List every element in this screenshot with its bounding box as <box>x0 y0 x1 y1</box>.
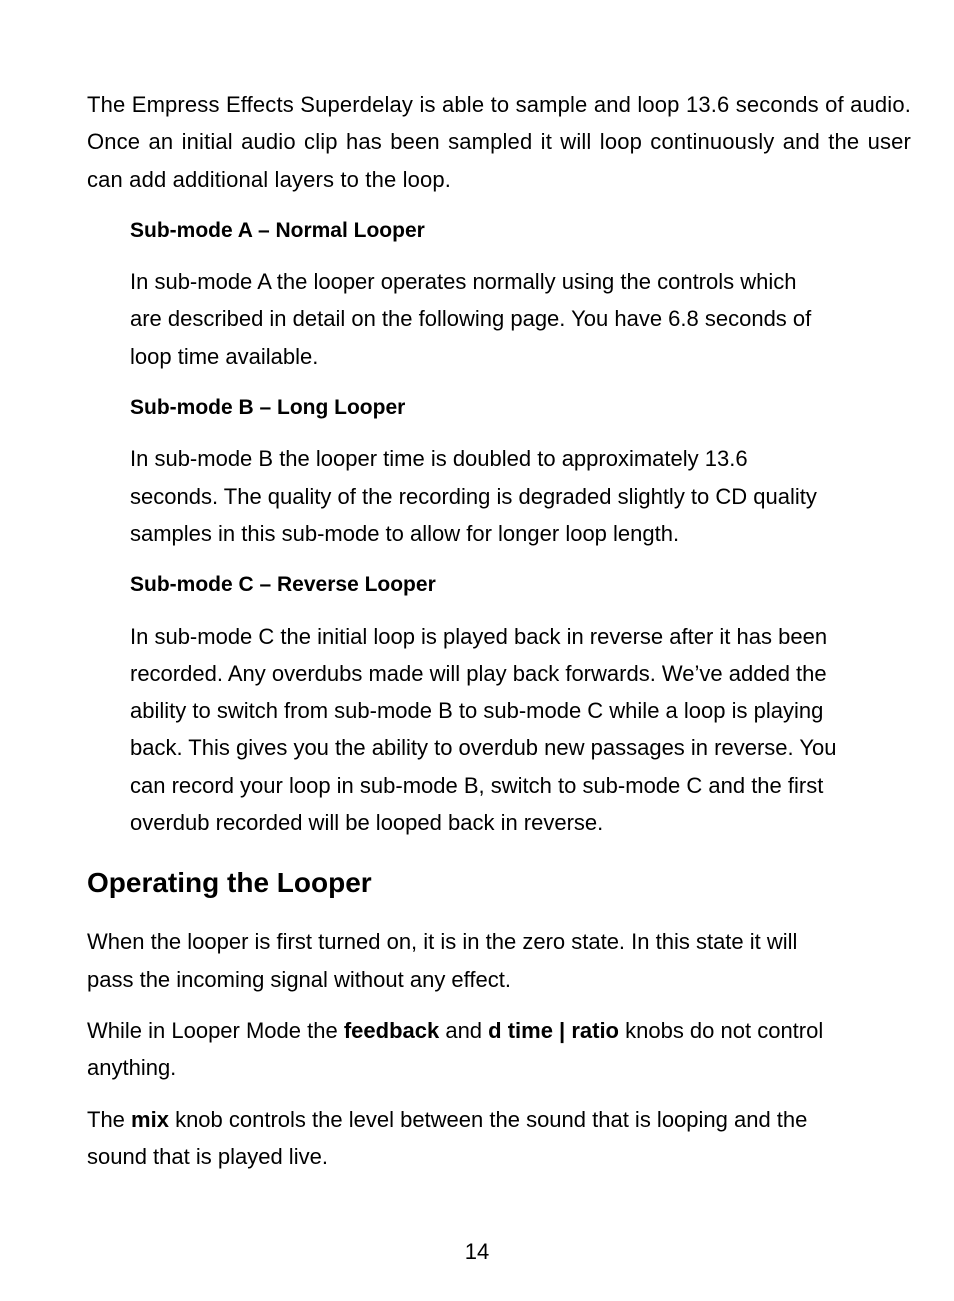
text-line: recorded. Any overdubs made will play back forwards. We’ve added the <box>130 660 827 686</box>
submode-b-body <box>130 440 911 552</box>
text-line: overdub recorded will be looped back in reverse. <box>130 810 604 836</box>
feedback-term: feedback <box>343 1017 440 1043</box>
section-title: Operating the Looper <box>87 867 372 899</box>
page-number: 14 <box>464 1239 490 1264</box>
mix-paragraph <box>87 1101 911 1176</box>
intro-paragraph: The Empress Effects Superdelay is able to sample and loop 13.6 seconds of audio. Once an initial audio clip has been sampled it will loop continuously and the user can add additional layers to the loop. <box>87 92 911 192</box>
text-line: can record your loop in sub-mode B, switch to sub-mode C and the first <box>130 772 824 798</box>
zero-state-paragraph <box>87 923 911 998</box>
text-line: are described in detail on the following page. You have 6.8 seconds of <box>130 306 812 332</box>
submode-c-body <box>130 618 911 842</box>
text-line: sound that is played live. <box>87 1143 328 1169</box>
submode-c <box>87 566 911 841</box>
text-line: When the looper is first turned on, it is in the zero state. In this state it will <box>87 929 798 955</box>
submode-a <box>87 212 911 375</box>
text-run: and <box>439 1017 489 1043</box>
text-run: knob controls the level between the sound that is looping and the <box>168 1106 808 1132</box>
submode-a-body <box>130 263 911 375</box>
text-line: In sub-mode B the looper time is doubled to approximately 13.6 <box>130 446 748 472</box>
submode-b <box>87 389 911 552</box>
knobs-paragraph <box>87 1012 911 1087</box>
text-line: anything. <box>87 1055 177 1081</box>
text-line: In sub-mode C the initial loop is played back in reverse after it has been <box>130 623 828 649</box>
text-run: knobs do not control <box>619 1017 824 1043</box>
mix-term: mix <box>131 1106 169 1132</box>
submode-c-heading: Sub-mode C – Reverse Looper <box>130 573 436 597</box>
text-line: In sub-mode A the looper operates normally using the controls which <box>130 269 797 295</box>
submode-b-heading: Sub-mode B – Long Looper <box>130 396 406 420</box>
submode-a-heading: Sub-mode A – Normal Looper <box>130 218 425 242</box>
dtime-ratio-term: d time | ratio <box>488 1017 619 1043</box>
text-line: seconds. The quality of the recording is degraded slightly to CD quality <box>130 483 817 509</box>
text-line: samples in this sub-mode to allow for longer loop length. <box>130 520 680 546</box>
text-line: loop time available. <box>130 343 319 369</box>
text-line: ability to switch from sub-mode B to sub-mode C while a loop is playing <box>130 698 824 724</box>
text-line: back. This gives you the ability to overdub new passages in reverse. You <box>130 735 837 761</box>
document-page <box>87 86 911 1189</box>
text-run: The <box>87 1106 132 1132</box>
text-run: While in Looper Mode the <box>87 1017 344 1043</box>
text-line: pass the incoming signal without any effect. <box>87 966 511 992</box>
